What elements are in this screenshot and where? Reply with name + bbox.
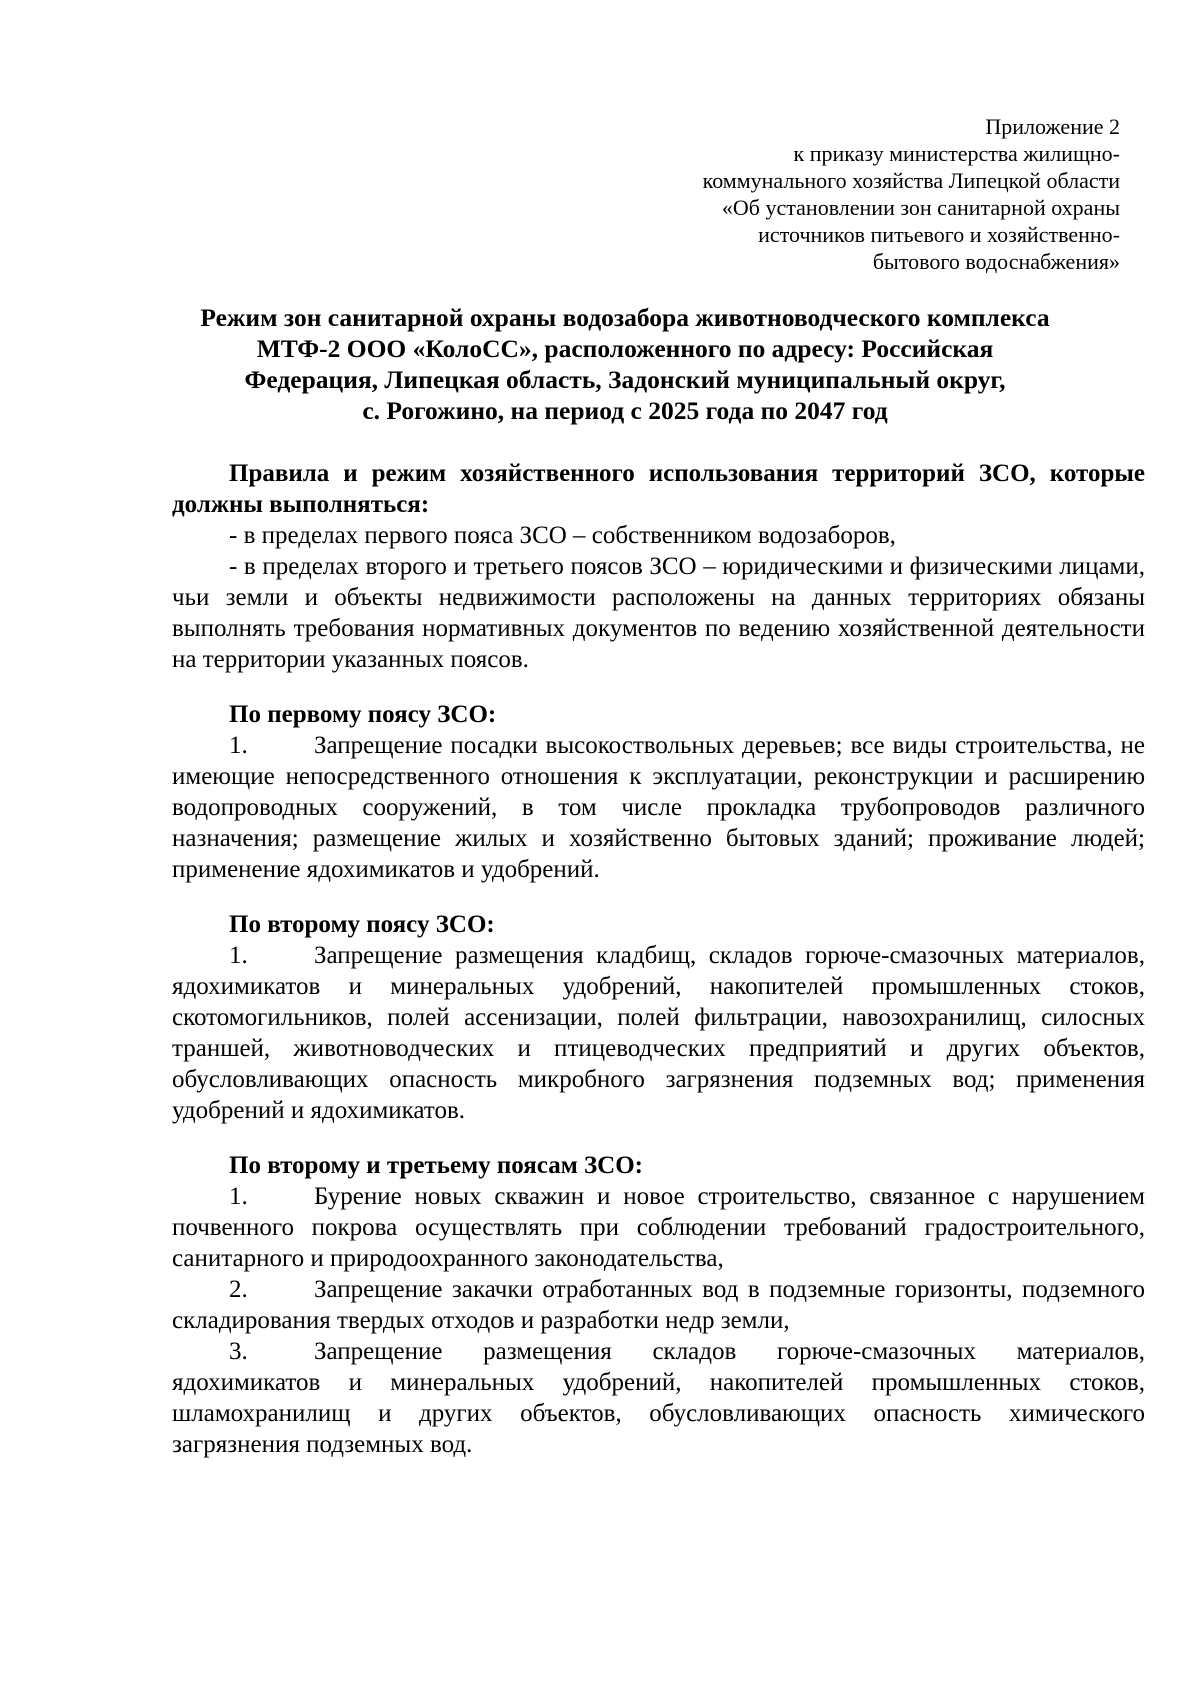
annex-block bbox=[560, 113, 1120, 275]
item-number: 1. bbox=[229, 942, 248, 969]
annex-line: «Об установлении зон санитарной охраны bbox=[721, 195, 1120, 220]
zone2-heading: По второму поясу ЗСО: bbox=[229, 911, 495, 938]
spacer bbox=[172, 675, 1145, 699]
rules-item-first-zone: - в пределах первого пояса ЗСО – собственником водозаборов, bbox=[229, 522, 896, 549]
annex-line: Приложение 2 bbox=[985, 114, 1120, 139]
zone1-heading: По первому поясу ЗСО: bbox=[229, 701, 497, 728]
document-title bbox=[120, 302, 1130, 426]
spacer bbox=[172, 885, 1145, 909]
annex-line: коммунального хозяйства Липецкой области bbox=[702, 168, 1120, 193]
rules-heading: Правила и режим хозяйственного использования территорий ЗСО, которые должны выполняться: bbox=[172, 460, 1145, 518]
title-line: Режим зон санитарной охраны водозабора животноводческого комплекса bbox=[200, 303, 1050, 332]
title-line: МТФ-2 ООО «КолоСС», расположенного по адресу: Российская bbox=[256, 334, 994, 363]
annex-line: источников питьевого и хозяйственно- bbox=[758, 222, 1120, 247]
item-number: 1. bbox=[229, 732, 248, 759]
annex-line: к приказу министерства жилищно- bbox=[793, 141, 1120, 166]
zone1-item bbox=[172, 730, 1145, 885]
item-text: Запрещение закачки отработанных вод в подземные горизонты, подземного складирования твердых отходов и разработки недр земли, bbox=[172, 1276, 1145, 1334]
item-number: 2. bbox=[229, 1276, 248, 1303]
zone23-item bbox=[172, 1181, 1145, 1274]
title-line: с. Рогожино, на период с 2025 года по 2047 год bbox=[362, 396, 888, 425]
document-body bbox=[172, 458, 1145, 1460]
rules-item-second-third-zone: - в пределах второго и третьего поясов ЗСО – юридическими и физическими лицами, чьи земли и объекты недвижимости расположены на данных территориях обязаны выполнять требования нормативных документов по ведению хозяйственной деятельности на территории указанных поясов. bbox=[172, 553, 1145, 673]
item-number: 3. bbox=[229, 1338, 248, 1365]
annex-line: бытового водоснабжения» bbox=[872, 249, 1120, 274]
item-number: 1. bbox=[229, 1183, 248, 1210]
zone23-item bbox=[172, 1274, 1145, 1336]
zone23-item bbox=[172, 1336, 1145, 1460]
item-text: Запрещение размещения кладбищ, складов горюче-смазочных материалов, ядохимикатов и минеральных удобрений, накопителей промышленных стоков, скотомогильников, полей ассенизации, полей фильтрации, навозохранилищ, силосных траншей, животноводческих и птицеводческих предприятий и других объектов, обусловливающих опасность микробного загрязнения подземных вод; применения удобрений и ядохимикатов. bbox=[172, 942, 1145, 1124]
zone2-item bbox=[172, 940, 1145, 1126]
item-text: Запрещение посадки высокоствольных деревьев; все виды строительства, не имеющие непосредственного отношения к эксплуатации, реконструкции и расширению водопроводных сооружений, в том числе прокладка трубопроводов различного назначения; размещение жилых и хозяйственно бытовых зданий; проживание людей; применение ядохимикатов и удобрений. bbox=[172, 732, 1145, 883]
item-text: Бурение новых скважин и новое строительство, связанное с нарушением почвенного покрова осуществлять при соблюдении требований градостроительного, санитарного и природоохранного законодательства, bbox=[172, 1183, 1145, 1272]
title-line: Федерация, Липецкая область, Задонский муниципальный округ, bbox=[244, 365, 1006, 394]
zone23-heading: По второму и третьему поясам ЗСО: bbox=[229, 1152, 644, 1179]
spacer bbox=[172, 1126, 1145, 1150]
item-text: Запрещение размещения складов горюче-смазочных материалов, ядохимикатов и минеральных удобрений, накопителей промышленных стоков, шламохранилищ и других объектов, обусловливающих опасность химического загрязнения подземных вод. bbox=[172, 1338, 1145, 1458]
